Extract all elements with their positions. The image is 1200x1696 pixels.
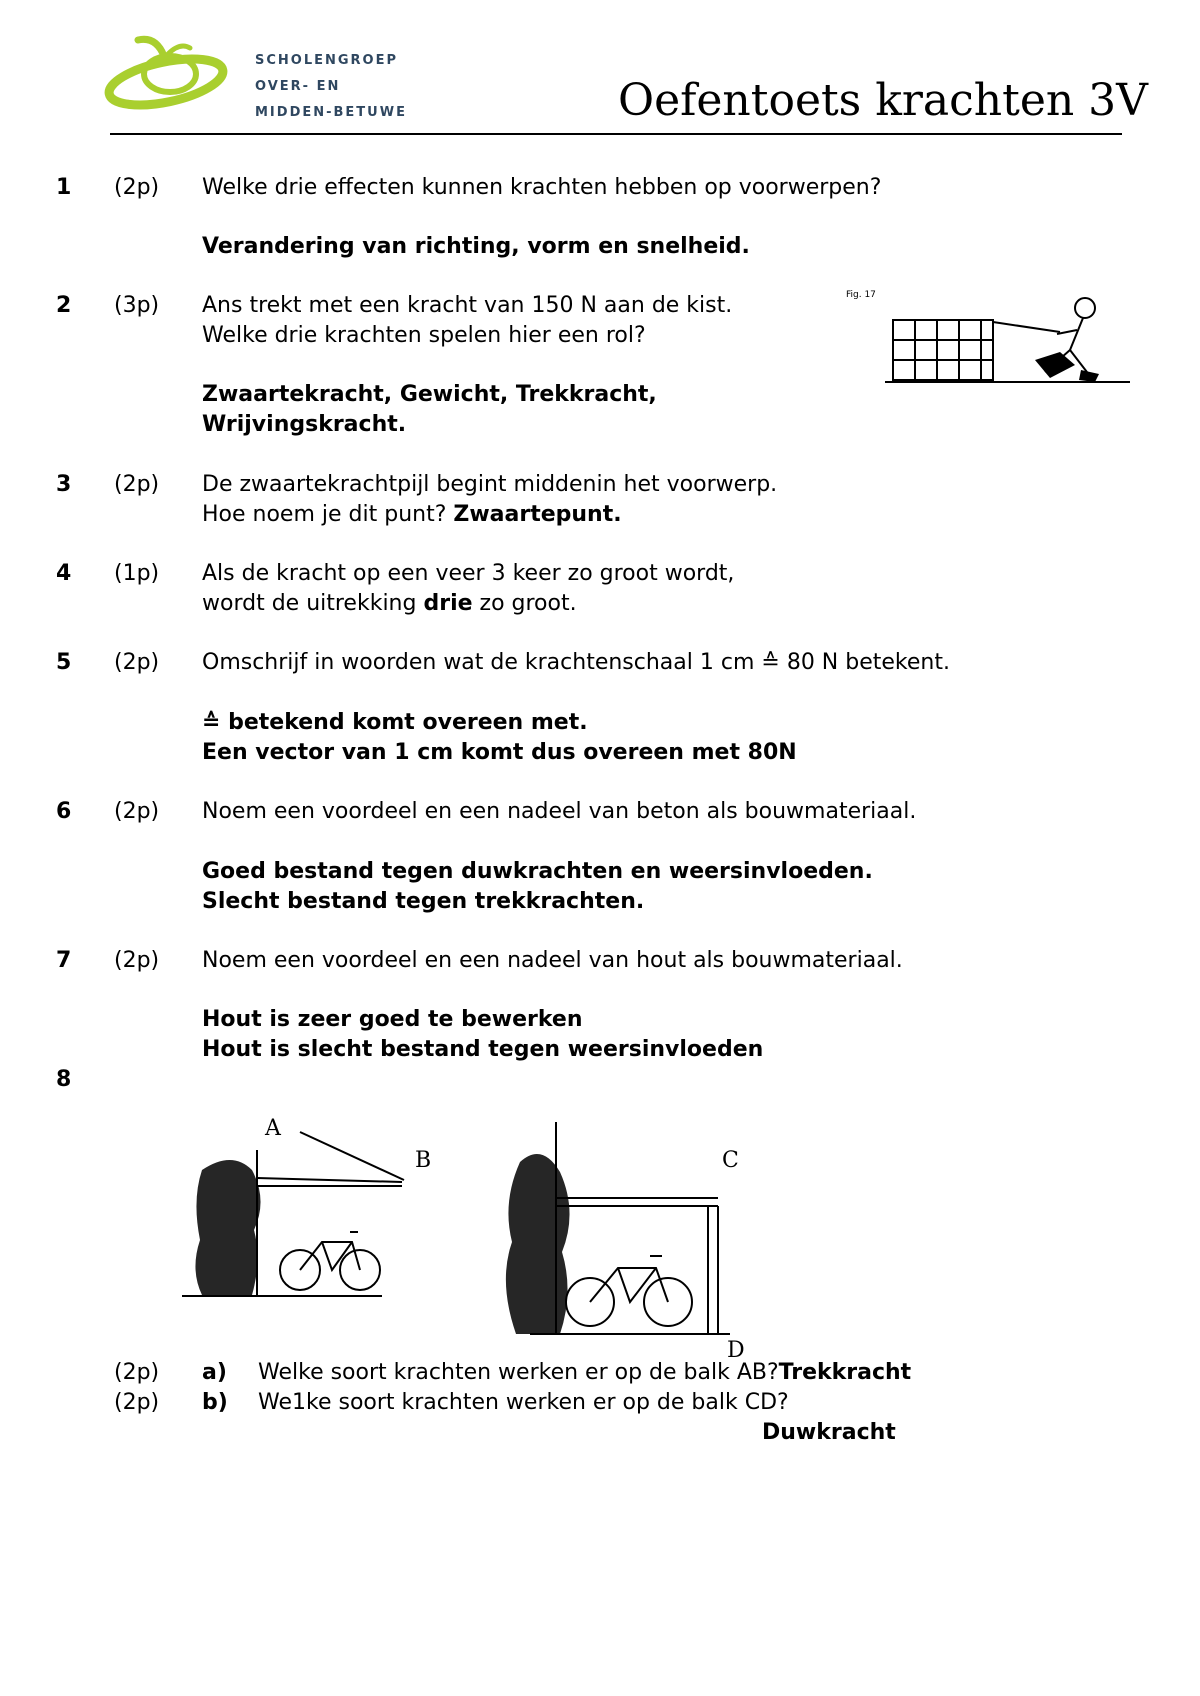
question-number: 2: [56, 293, 72, 318]
answer-text: Duwkracht: [762, 1420, 896, 1445]
logo-line-3: MIDDEN-BETUWE: [255, 105, 407, 120]
carport-tension-illustration: [182, 1120, 442, 1300]
logo-swoosh-icon: [98, 34, 228, 124]
page-title: Oefentoets krachten 3V: [618, 75, 1148, 126]
question-number: 1: [56, 175, 72, 200]
answer-text: Zwaartepunt.: [453, 502, 622, 527]
question-text: Welke soort krachten werken er op de balk AB?: [258, 1360, 779, 1385]
question-text-line: [202, 500, 622, 530]
logo-line-2: OVER- EN: [255, 79, 341, 94]
question-points: (1p): [114, 561, 160, 586]
question-points: (2p): [114, 175, 160, 200]
part-letter: a): [202, 1360, 227, 1385]
figure-label-a: A: [265, 1116, 281, 1141]
question-number: 5: [56, 650, 72, 675]
answer-line: Wrijvingskracht.: [202, 412, 407, 437]
question-number: 4: [56, 561, 72, 586]
figure-label-d: D: [727, 1338, 745, 1363]
question-text: Welke drie effecten kunnen krachten hebben op voorwerpen?: [202, 175, 882, 200]
logo-text: [255, 48, 407, 126]
answer-line: Goed bestand tegen duwkrachten en weersinvloeden.: [202, 859, 873, 884]
question-text-line: De zwaartekrachtpijl begint middenin het voorwerp.: [202, 472, 778, 497]
question-points: (3p): [114, 293, 160, 318]
question-points: (2p): [114, 1360, 160, 1385]
answer-line: Een vector van 1 cm komt dus overeen met 80N: [202, 740, 797, 765]
figure-label: Fig. 17: [846, 290, 876, 300]
logo-line-1: SCHOLENGROEP: [255, 53, 399, 68]
answer-line: Slecht bestand tegen trekkrachten.: [202, 889, 645, 914]
answer-line: Zwaartekracht, Gewicht, Trekkracht,: [202, 382, 657, 407]
question-number: 6: [56, 799, 72, 824]
carport-compression-illustration: [490, 1122, 730, 1340]
header-divider: [110, 133, 1122, 135]
question-points: (2p): [114, 799, 160, 824]
figure-label-c: C: [722, 1148, 739, 1173]
question-text: We1ke soort krachten werken er op de balk CD?: [258, 1390, 789, 1415]
question-text: Hoe noem je dit punt?: [202, 502, 447, 527]
answer-line: ≙ betekend komt overeen met.: [202, 710, 588, 735]
question-points: (2p): [114, 948, 160, 973]
question-text: zo groot.: [479, 591, 577, 616]
answer-line: Hout is slecht bestand tegen weersinvloeden: [202, 1037, 764, 1062]
question-points: (2p): [114, 650, 160, 675]
question-text: Noem een voordeel en een nadeel van hout als bouwmateriaal.: [202, 948, 903, 973]
question-text-line: Welke drie krachten spelen hier een rol?: [202, 323, 646, 348]
question-text-line: [202, 589, 577, 619]
part-letter: b): [202, 1390, 228, 1415]
question-text: Noem een voordeel en een nadeel van beton als bouwmateriaal.: [202, 799, 917, 824]
question-points: (2p): [114, 1390, 160, 1415]
question-number: 8: [56, 1067, 72, 1092]
question-number: 7: [56, 948, 72, 973]
pulling-crate-illustration: [885, 290, 1130, 390]
question-number: 3: [56, 472, 72, 497]
question-points: (2p): [114, 472, 160, 497]
question-text-line: Ans trekt met een kracht van 150 N aan de kist.: [202, 293, 733, 318]
figure-label-b: B: [415, 1148, 432, 1173]
question-text-line: Als de kracht op een veer 3 keer zo groot wordt,: [202, 561, 735, 586]
logo: [98, 34, 228, 124]
answer-line: Hout is zeer goed te bewerken: [202, 1007, 583, 1032]
question-text: Omschrijf in woorden wat de krachtenschaal 1 cm ≙ 80 N betekent.: [202, 650, 950, 675]
answer-text: Verandering van richting, vorm en snelheid.: [202, 234, 750, 259]
question-text: wordt de uitrekking: [202, 591, 417, 616]
answer-text: drie: [423, 591, 473, 616]
part-text-line: [258, 1358, 911, 1388]
answer-text: Trekkracht: [778, 1360, 912, 1385]
